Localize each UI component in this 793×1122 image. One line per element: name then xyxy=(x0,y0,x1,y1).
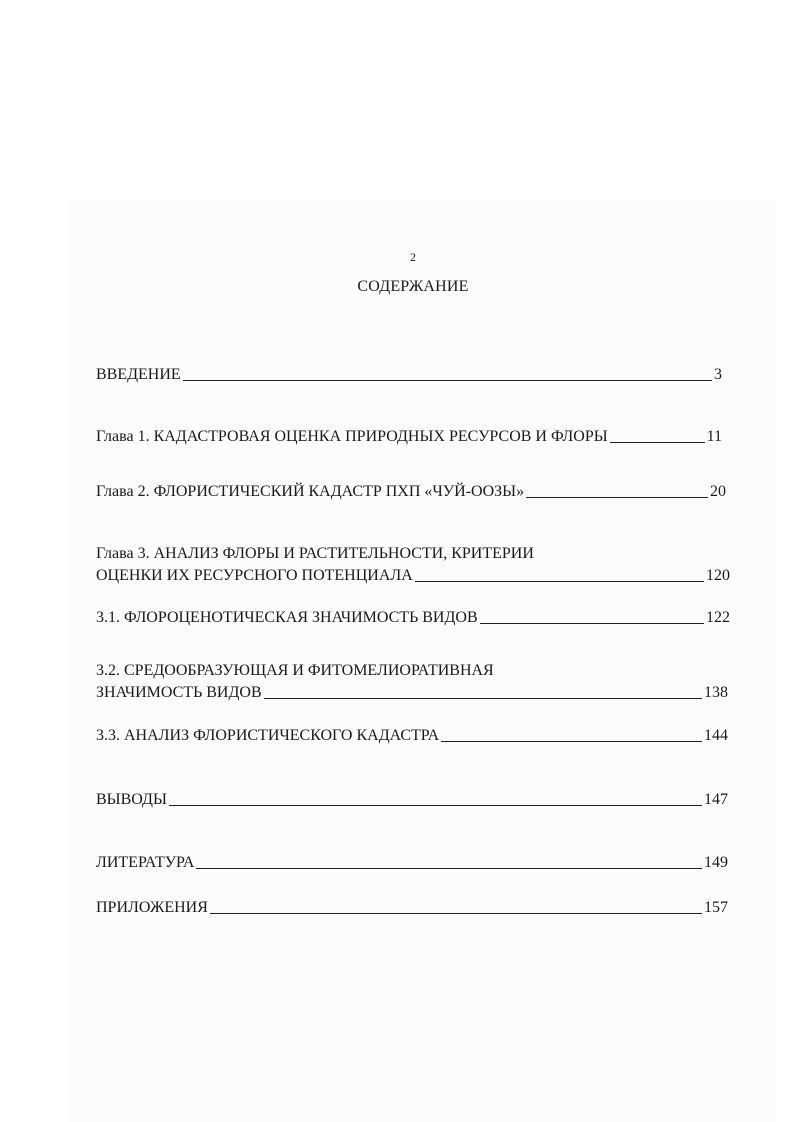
toc-entry-literature xyxy=(96,852,728,874)
toc-page-number: 11 xyxy=(706,428,722,445)
toc-entry-chapter-2 xyxy=(96,481,726,503)
toc-leader-line xyxy=(526,496,708,498)
toc-leader-line xyxy=(441,740,702,742)
toc-page-number: 122 xyxy=(706,609,730,626)
toc-entry-introduction xyxy=(96,364,722,386)
toc-entry-label: 3.3. АНАЛИЗ ФЛОРИСТИЧЕСКОГО КАДАСТРА xyxy=(96,727,440,744)
toc-leader-line xyxy=(196,867,702,869)
toc-entry-section-3-3 xyxy=(96,725,728,747)
toc-entry-label: Глава 2. ФЛОРИСТИЧЕСКИЙ КАДАСТР ПХП «ЧУЙ-ООЗЫ» xyxy=(96,483,525,500)
toc-leader-line xyxy=(169,804,702,806)
toc-leader-line xyxy=(610,441,705,443)
toc-entry-chapter-3 xyxy=(96,543,730,587)
toc-entry-label: Глава 1. КАДАСТРОВАЯ ОЦЕНКА ПРИРОДНЫХ РЕСУРСОВ И ФЛОРЫ xyxy=(96,428,608,445)
toc-entry-section-3-2 xyxy=(96,660,728,704)
toc-leader-line xyxy=(264,697,702,699)
toc-entry-label: 3.1. ФЛОРОЦЕНОТИЧЕСКАЯ ЗНАЧИМОСТЬ ВИДОВ xyxy=(96,609,478,626)
toc-page-number: 120 xyxy=(706,567,730,584)
toc-leader-line xyxy=(415,580,704,582)
toc-leader-line xyxy=(210,912,702,914)
toc-entry-label-line-1: 3.2. СРЕДООБРАЗУЮЩАЯ И ФИТОМЕЛИОРАТИВНАЯ xyxy=(96,662,494,679)
toc-entry-label: ЛИТЕРАТУРА xyxy=(96,854,195,871)
toc-entry-conclusions xyxy=(96,789,728,811)
toc-entry-label: ВЫВОДЫ xyxy=(96,791,167,808)
toc-entry-label: ПРИЛОЖЕНИЯ xyxy=(96,899,208,916)
toc-page-number: 147 xyxy=(704,791,728,808)
toc-entry-section-3-1 xyxy=(96,607,730,629)
page-number: 2 xyxy=(410,250,416,264)
toc-entry-label: ЗНАЧИМОСТЬ ВИДОВ xyxy=(96,684,262,701)
toc-page-number: 20 xyxy=(710,483,726,500)
toc-entry-chapter-1 xyxy=(96,426,722,448)
toc-leader-line xyxy=(183,379,712,381)
toc-leader-line xyxy=(480,622,704,624)
page-title: СОДЕРЖАНИЕ xyxy=(357,278,469,295)
toc-page-number: 157 xyxy=(704,899,728,916)
toc-page-number: 3 xyxy=(714,366,722,383)
toc-entry-label-line-1: Глава 3. АНАЛИЗ ФЛОРЫ И РАСТИТЕЛЬНОСТИ, КРИТЕРИИ xyxy=(96,545,534,562)
toc-page-number: 138 xyxy=(704,684,728,701)
toc-entry-label: ОЦЕНКИ ИХ РЕСУРСНОГО ПОТЕНЦИАЛА xyxy=(96,567,413,584)
toc-entry-label: ВВЕДЕНИЕ xyxy=(96,366,181,383)
toc-page-number: 144 xyxy=(704,727,728,744)
toc-page-number: 149 xyxy=(704,854,728,871)
toc-entry-appendices xyxy=(96,897,728,919)
